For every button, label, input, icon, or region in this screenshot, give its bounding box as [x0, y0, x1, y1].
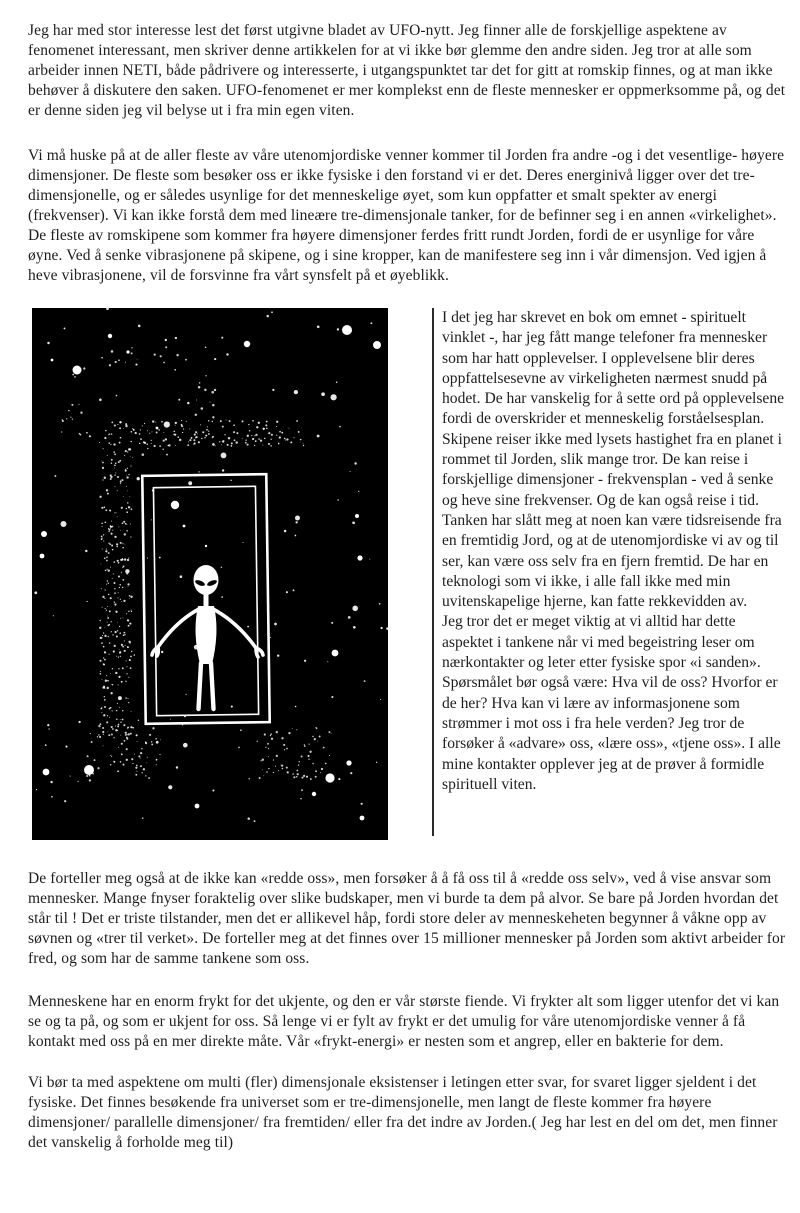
redde-oss-paragraph: De forteller meg også at de ikke kan «redde oss», men forsøker å å få oss til å «redde oss selv», ved å vise ansvar som mennesker. Mange fnyser foraktelig over slike budskaper, men vi burde ta dem på alvor. Se bare på Jorden hvordan det står til ! Det er triste tilstander, men det er allikevel håp, fordi store deler av menneskeheten begynner å våkne opp av søvnen og «trer til verket». De forteller meg at det finnes over 15 millioner mennesker på Jorden som aktivt arbeider for fred, og som har de samme tankene som oss.	[28, 870, 786, 967]
column-paragraph-questions: Jeg tror det er meget viktig at vi alltid har dette aspektet i tankene når vi med begeistring leser om nærkontakter og leter etter fysiske spor «i sanden». Spørsmålet bør også være: Hva vil de oss? Hvorfor er de her? Hva kan vi lære av informasjonene som strømmer i mot oss i fra hele verden? Jeg tror de forsøker å «advare» oss, «lære oss», «tjene oss». I alle mine kontakter opplever jeg at de prøver å formidle spirituell viten.	[442, 613, 781, 793]
frykt-paragraph: Menneskene har en enorm frykt for det ukjente, og den er vår største fiende. Vi frykter alt som ligger utenfor det vi kan se og ta på, og som er ukjent for oss. Så lenge vi er fylt av frykt er det umulig for våre utenomjordiske venner å få kontakt med oss på en mer direkte måte. Vår «frykt-energi» er nesten som et angrep, eller en bakterie for dem.	[28, 993, 780, 1050]
column-paragraph-experiences: I det jeg har skrevet en bok om emnet - spirituelt vinklet -, har jeg fått mange telefoner fra mennesker som har hatt opplevelser. I opplevelsene blir deres oppfattelsesevne av virkeligheten nærmest snudd på hodet. De har vanskelig for å sette ord på opplevelsene fordi de overskrider et menneskelig forståelsesplan. Skipene reiser ikke med lysets hastighet fra en planet i rommet til Jorden, slik mange tror. De kan reise i forskjellige dimensjoner - frekvensplan - ved å senke og heve sine frekvenser. Og de kan også reise i tid. Tanken har slått meg at noen kan være tidsreisende fra en fremtidig Jord, og at de utenomjordiske vi av og til ser, kan være oss selv fra en fjern fremtid. De har en teknologi som vi ikke, i alle fall ikke med min uvitenskapelige hjerne, kan fatte rekkevidden av.	[442, 309, 785, 611]
alien-doorway-illustration	[32, 308, 388, 840]
figure-and-column-row	[28, 308, 788, 840]
multidimensjonal-paragraph: Vi bør ta med aspektene om multi (fler) dimensjonale eksistenser i letingen etter svar, for svaret ligger sjeldent i det fysiske. Det finnes besøkende fra universet som er tre-dimensjonelle, men langt de fleste kommer fra høyere dimensjoner/ parallelle dimensjoner/ fra fremtiden/ eller fra det indre av Jorden.( Jeg har lest en del om det, men finner det vanskelig å forholde meg til)	[28, 1074, 778, 1151]
sidebar-text-column	[432, 308, 788, 836]
intro-paragraph: Jeg har med stor interesse lest det først utgivne bladet av UFO-nytt. Jeg finner alle de forskjellige aspektene av fenomenet interessant, men skriver denne artikkelen for at vi ikke bør glemme den andre siden. Jeg tror at alle som arbeider innen NETI, både pådrivere og interesserte, i utgangspunktet tar det for gitt at romskip finnes, og at man ikke behøver å diskutere den saken. UFO-fenomenet er mer komplekst enn de fleste mennesker er oppmerksomme på, og det er denne siden jeg vil belyse ut i fra min egen viten.	[28, 22, 786, 119]
dimensions-paragraph: Vi må huske på at de aller fleste av våre utenomjordiske venner kommer til Jorden fra andre -og i det vesentlige- høyere dimensjoner. De fleste som besøker oss er ikke fysiske i den forstand vi er det. Deres energinivå ligger over det tre-dimensjonelle, og er således usynlige for det menneskelige øyet, som kun oppfatter et smalt spekter av energi (frekvenser). Vi kan ikke forstå dem med lineære tre-dimensjonale tanker, for de befinner seg i en annen «virkelighet». De fleste av romskipene som kommer fra høyere dimensjoner ferdes fritt rundt Jorden, fordi de er usynlige for våre øyne. Ved å senke vibrasjonene på skipene, og i sine kropper, kan de manifestere seg inn i vår dimensjon. Ved igjen å heve vibrasjonene, vil de forsvinne fra vårt synsfelt på et øyeblikk.	[28, 147, 785, 284]
alien-doorway-svg	[32, 308, 388, 840]
